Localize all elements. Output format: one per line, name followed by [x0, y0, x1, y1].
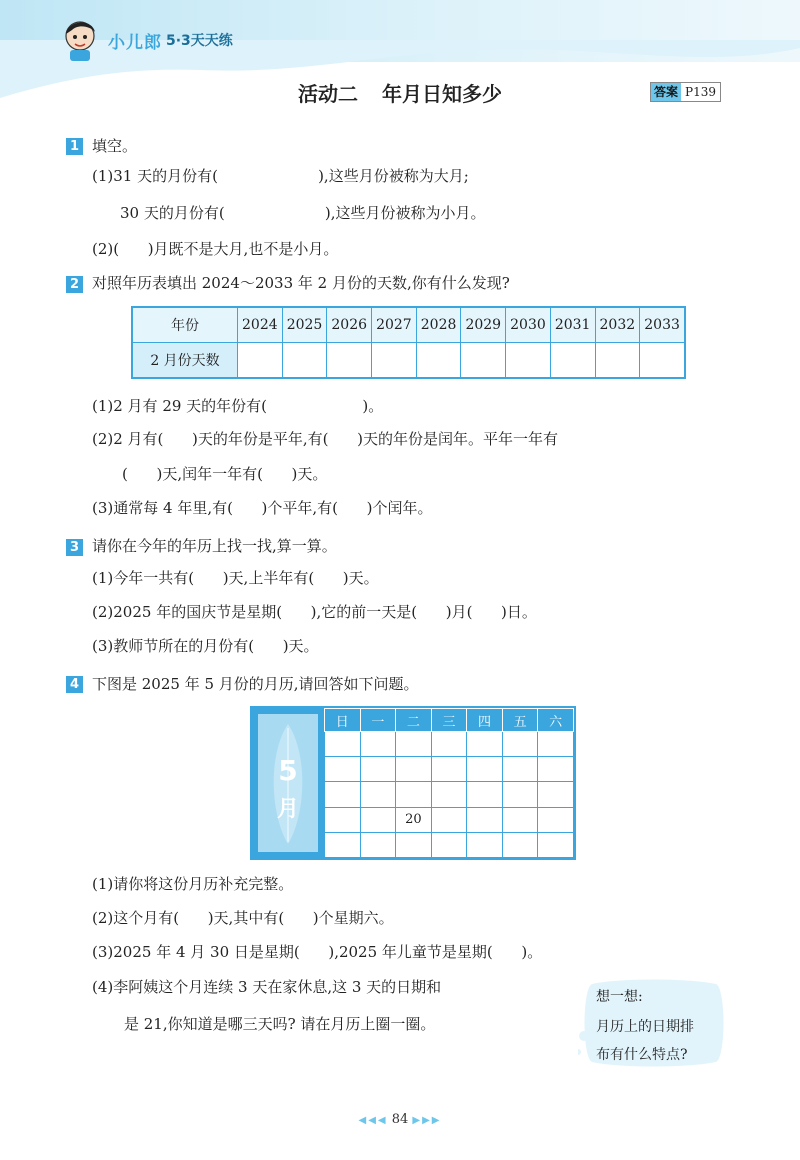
left-arrows-icon: ◀◀◀: [358, 1115, 388, 1126]
calendar-day-cell[interactable]: [538, 807, 574, 832]
q2-line1: (1)2 月有 29 天的年份有( )。: [92, 397, 384, 415]
feb-days-cell[interactable]: [327, 343, 372, 379]
weekday-header: 一: [360, 709, 396, 732]
calendar-day-cell[interactable]: [431, 782, 467, 807]
think-title: 想一想:: [596, 989, 643, 1005]
calendar-day-cell[interactable]: [431, 757, 467, 782]
year-cell: 2031: [550, 307, 595, 343]
calendar-day-cell[interactable]: [360, 732, 396, 757]
calendar-day-cell[interactable]: [538, 832, 574, 857]
answer-label: 答案: [651, 83, 681, 101]
q1-line3: (2)( )月既不是大月,也不是小月。: [92, 240, 339, 258]
q2-title: 对照年历表填出 2024～2033 年 2 月份的天数,你有什么发现?: [92, 274, 510, 292]
calendar-day-cell[interactable]: [467, 757, 503, 782]
calendar-day-cell[interactable]: [325, 807, 361, 832]
answer-page: P139: [685, 85, 716, 99]
think-line2: 布有什么特点?: [596, 1047, 688, 1063]
calendar-day-cell[interactable]: [360, 832, 396, 857]
calendar-day-cell[interactable]: [538, 732, 574, 757]
weekday-header: 三: [431, 709, 467, 732]
weekday-header: 四: [467, 709, 503, 732]
year-label: 年份: [132, 307, 238, 343]
think-line1: 月历上的日期排: [596, 1019, 694, 1035]
feb-days-cell[interactable]: [282, 343, 327, 379]
q4-line4: (4)李阿姨这个月连续 3 天在家休息,这 3 天的日期和: [92, 978, 442, 996]
q1-line1: (1)31 天的月份有( ),这些月份被称为大月;: [92, 167, 469, 185]
feb-days-cell[interactable]: [238, 343, 283, 379]
year-cell: 2030: [506, 307, 551, 343]
calendar-grid: [324, 708, 574, 858]
calendar-day-cell[interactable]: [467, 732, 503, 757]
calendar-month-panel: [252, 708, 324, 858]
year-cell: 2027: [372, 307, 417, 343]
right-arrows-icon: ▶▶▶: [412, 1115, 442, 1126]
calendar-day-cell[interactable]: [431, 832, 467, 857]
brand: [60, 20, 233, 60]
q3-line3: (3)教师节所在的月份有( )天。: [92, 637, 319, 655]
calendar-day-cell[interactable]: [502, 782, 538, 807]
calendar-day-cell[interactable]: [467, 807, 503, 832]
feb-days-cell[interactable]: [372, 343, 417, 379]
feb-days-cell[interactable]: [461, 343, 506, 379]
feb-days-cell[interactable]: [595, 343, 640, 379]
calendar-day-cell[interactable]: [396, 782, 432, 807]
q1-number: 1: [66, 138, 83, 155]
calendar-day-cell[interactable]: [538, 782, 574, 807]
calendar-day-cell[interactable]: [360, 782, 396, 807]
calendar-day-cell[interactable]: [502, 757, 538, 782]
calendar-day-cell[interactable]: [431, 732, 467, 757]
q2-line4: (3)通常每 4 年里,有( )个平年,有( )个闰年。: [92, 499, 433, 517]
weekday-header: 五: [502, 709, 538, 732]
calendar-day-cell[interactable]: [360, 807, 396, 832]
calendar-day-cell[interactable]: [431, 807, 467, 832]
q2-line2: (2)2 月有( )天的年份是平年,有( )天的年份是闰年。平年一年有: [92, 430, 558, 448]
year-cell: 2026: [327, 307, 372, 343]
title-part2: 年月日知多少: [382, 82, 502, 106]
q3-line1: (1)今年一共有( )天,上半年有( )天。: [92, 569, 379, 587]
calendar-day-cell[interactable]: [538, 757, 574, 782]
q3-number: 3: [66, 539, 83, 556]
mascot-icon: [60, 18, 102, 62]
brand-series: 5·3天天练: [166, 33, 233, 49]
weekday-header: 六: [538, 709, 574, 732]
think-bubble: [578, 978, 728, 1070]
q4-line2: (2)这个月有( )天,其中有( )个星期六。: [92, 909, 394, 927]
weekday-header: 二: [396, 709, 432, 732]
q4-line1: (1)请你将这份月历补充完整。: [92, 875, 294, 893]
year-cell: 2025: [282, 307, 327, 343]
page-number: 84: [391, 1112, 409, 1127]
answer-ref: [650, 82, 721, 102]
brand-name: 小儿郎: [108, 32, 162, 53]
q2-line3: ( )天,闰年一年有( )天。: [122, 465, 328, 483]
q4-line5: 是 21,你知道是哪三天吗? 请在月历上圈一圈。: [124, 1015, 436, 1033]
calendar-day-cell[interactable]: [467, 832, 503, 857]
feb-days-cell[interactable]: [550, 343, 595, 379]
page-footer: [0, 1112, 800, 1127]
year-cell: 2028: [416, 307, 461, 343]
year-cell: 2033: [640, 307, 685, 343]
q1-line2: 30 天的月份有( ),这些月份被称为小月。: [120, 204, 486, 222]
may-calendar: [250, 706, 576, 860]
year-cell: 2032: [595, 307, 640, 343]
calendar-day-cell[interactable]: [396, 832, 432, 857]
year-cell: 2024: [238, 307, 283, 343]
calendar-day-cell-20: 20: [396, 807, 432, 832]
q4-line3: (3)2025 年 4 月 30 日是星期( ),2025 年儿童节是星期( )。: [92, 943, 543, 961]
weekday-header: 日: [325, 709, 361, 732]
feb-days-cell[interactable]: [640, 343, 685, 379]
feb-days-label: 2 月份天数: [132, 343, 238, 379]
calendar-day-cell[interactable]: [502, 832, 538, 857]
calendar-day-cell[interactable]: [502, 732, 538, 757]
calendar-day-cell[interactable]: [396, 732, 432, 757]
q3-title: 请你在今年的年历上找一找,算一算。: [92, 537, 337, 555]
calendar-day-cell[interactable]: [325, 732, 361, 757]
q4-title: 下图是 2025 年 5 月份的月历,请回答如下问题。: [92, 675, 419, 693]
calendar-month-char: 月: [276, 797, 299, 822]
calendar-day-cell[interactable]: [502, 807, 538, 832]
feb-days-cell[interactable]: [416, 343, 461, 379]
year-table: [131, 306, 686, 379]
calendar-day-cell[interactable]: [325, 832, 361, 857]
calendar-day-cell[interactable]: [396, 757, 432, 782]
q4-number: 4: [66, 676, 83, 693]
q3-line2: (2)2025 年的国庆节是星期( ),它的前一天是( )月( )日。: [92, 603, 537, 621]
calendar-month-number: 5: [278, 754, 298, 787]
calendar-day-cell[interactable]: [467, 782, 503, 807]
calendar-day-cell[interactable]: [325, 757, 361, 782]
calendar-day-cell[interactable]: [325, 782, 361, 807]
q2-number: 2: [66, 276, 83, 293]
calendar-day-cell[interactable]: [360, 757, 396, 782]
feb-days-cell[interactable]: [506, 343, 551, 379]
title-part1: 活动二: [298, 82, 358, 106]
q1-title: 填空。: [92, 137, 138, 155]
year-cell: 2029: [461, 307, 506, 343]
